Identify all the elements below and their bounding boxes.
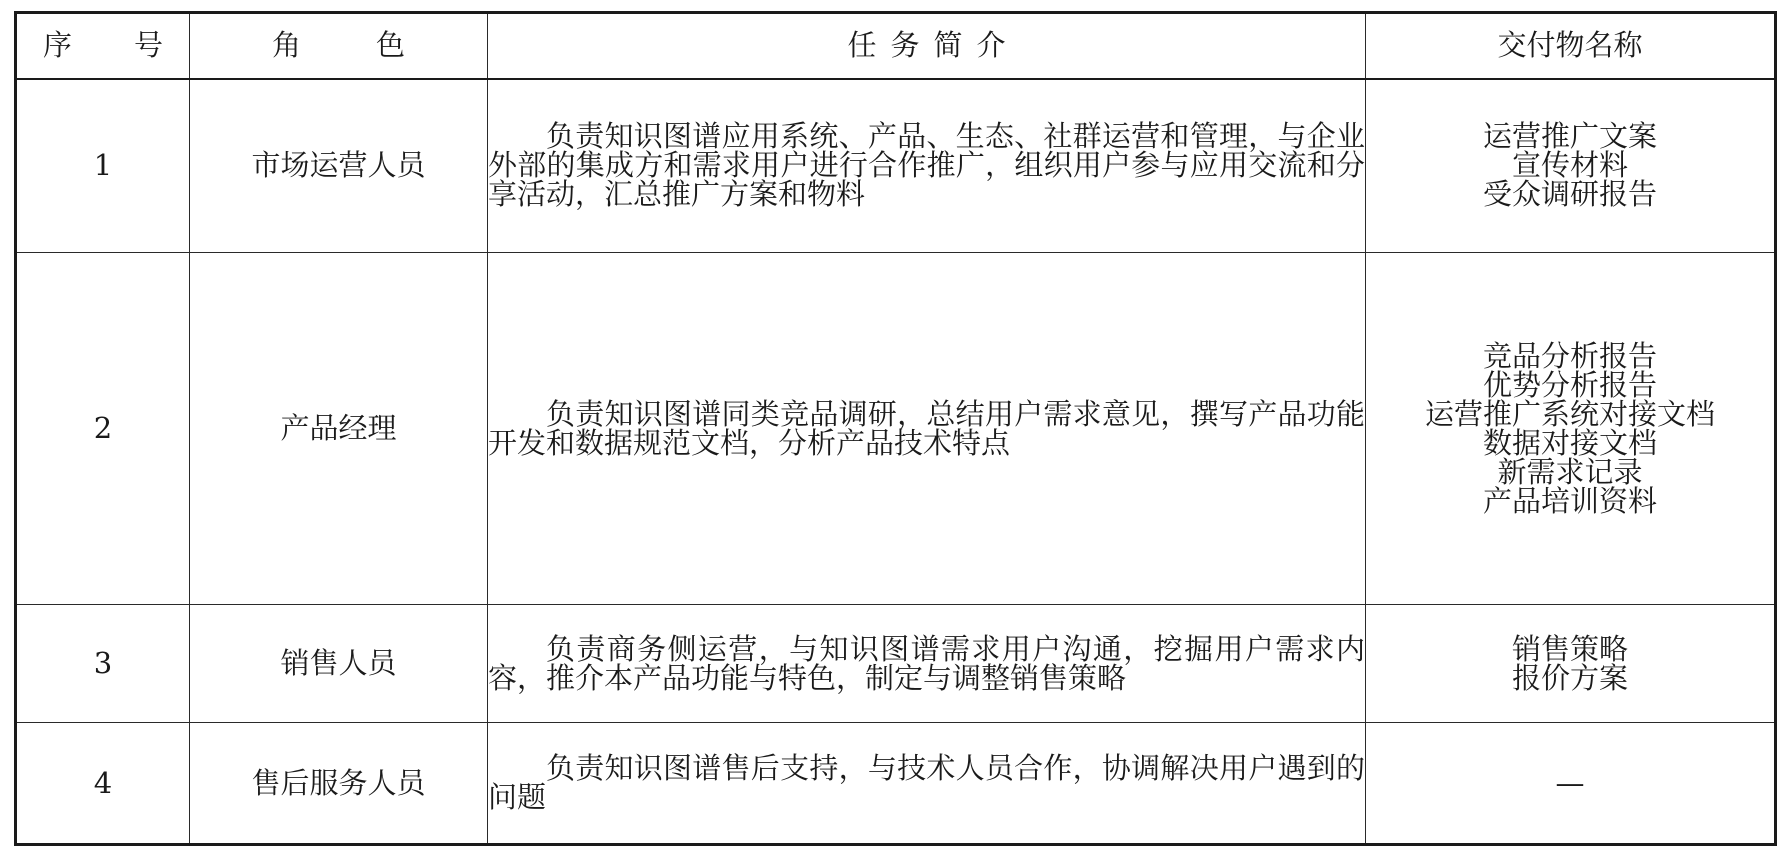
task-text: 负责商务侧运营，与知识图谱需求用户沟通，挖掘用户需求内容，推介本产品功能与特色，制定与调整销售策略 [488, 631, 1365, 695]
row-deliverables [1366, 605, 1776, 723]
header-role-char-1: 角 [272, 28, 302, 63]
deliverable-item: 新需求记录 [1497, 454, 1643, 489]
header-role-char-2: 色 [375, 28, 405, 63]
row-num: 4 [16, 723, 190, 845]
deliverable-item: 报价方案 [1511, 660, 1628, 695]
deliverable-item: 运营推广系统对接文档 [1424, 396, 1715, 431]
row-task [488, 253, 1366, 605]
header-num-char-2: 号 [133, 28, 163, 63]
roles-table [14, 11, 1777, 846]
task-text: 负责知识图谱同类竞品调研，总结用户需求意见，撰写产品功能开发和数据规范文档，分析产品技术特点 [488, 396, 1365, 460]
row-role: 销售人员 [190, 605, 488, 723]
deliverable-item: 竞品分析报告 [1482, 338, 1657, 373]
row-role: 售后服务人员 [190, 723, 488, 845]
deliverable-item: 宣传材料 [1511, 148, 1628, 183]
row-task [488, 723, 1366, 845]
row-num: 3 [16, 605, 190, 723]
row-deliverables [1366, 253, 1776, 605]
table-row [16, 79, 1776, 253]
task-text: 负责知识图谱应用系统、产品、生态、社群运营和管理，与企业外部的集成方和需求用户进行合作推广，组织用户参与应用交流和分享活动，汇总推广方案和物料 [488, 119, 1365, 212]
row-num: 2 [16, 253, 190, 605]
deliverable-item: 数据对接文档 [1482, 425, 1657, 460]
header-deliverable [1366, 13, 1776, 79]
header-role [190, 13, 488, 79]
row-role: 市场运营人员 [190, 79, 488, 253]
deliverable-item: 优势分析报告 [1482, 367, 1657, 402]
deliverable-item: 运营推广文案 [1482, 119, 1657, 154]
row-deliverables [1366, 723, 1776, 845]
header-num-char-1: 序 [43, 28, 73, 63]
deliverable-item: 产品培训资料 [1482, 483, 1657, 518]
row-task [488, 605, 1366, 723]
header-deliverable-label: 交付物名称 [1497, 28, 1643, 63]
header-task [488, 13, 1366, 79]
deliverable-item: — [1555, 765, 1585, 800]
row-num: 1 [16, 79, 190, 253]
header-num [16, 13, 190, 79]
row-role: 产品经理 [190, 253, 488, 605]
row-deliverables [1366, 79, 1776, 253]
header-task-label: 任务简介 [847, 28, 1020, 63]
deliverable-item: 受众调研报告 [1482, 177, 1657, 212]
table-row [16, 605, 1776, 723]
table-row [16, 253, 1776, 605]
task-text: 负责知识图谱售后支持，与技术人员合作，协调解决用户遇到的问题 [488, 751, 1365, 814]
row-task [488, 79, 1366, 253]
header-row [16, 13, 1776, 79]
table-row [16, 723, 1776, 845]
deliverable-item: 销售策略 [1511, 631, 1628, 666]
